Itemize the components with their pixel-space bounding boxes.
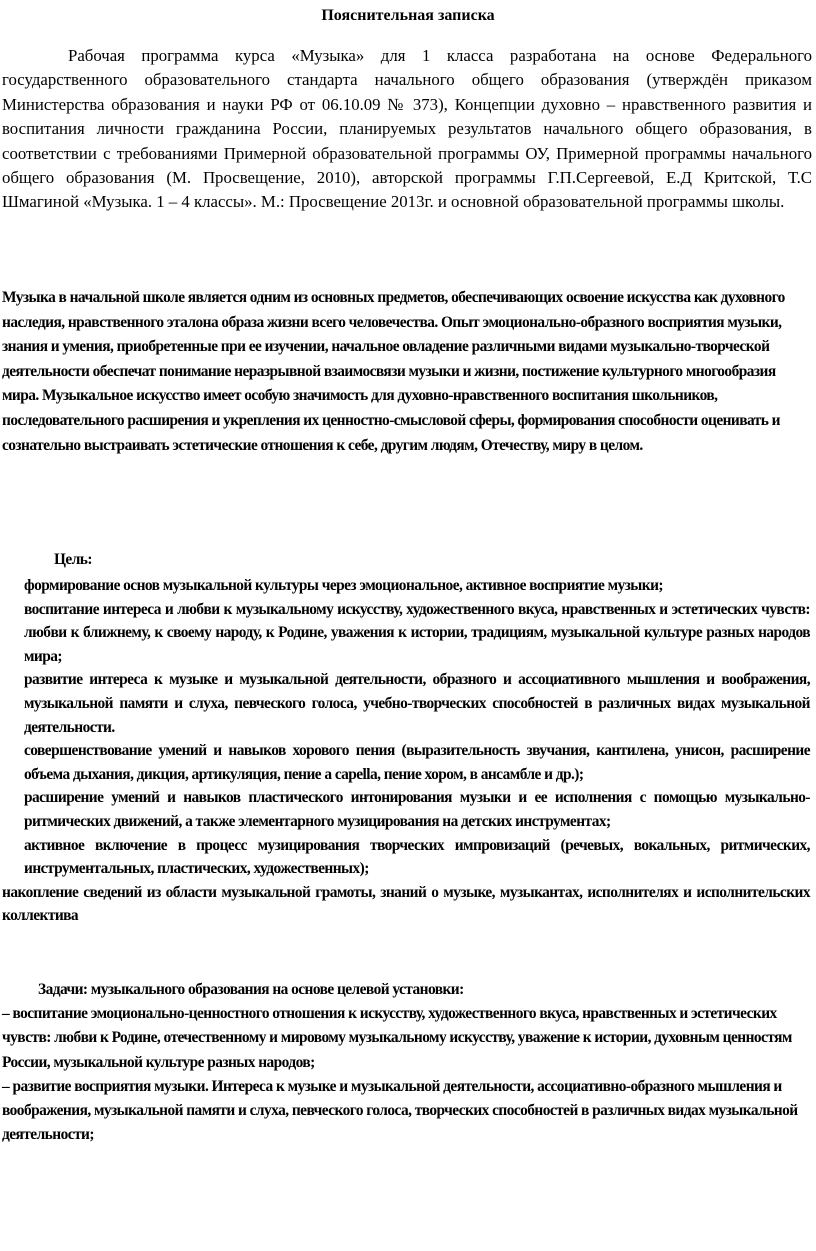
intro-paragraph: Рабочая программа курса «Музыка» для 1 класса разработана на основе Федерального государственного образовательного стандарта начального общего образования (утверждён приказом Министерства образования и науки РФ от 06.10.09 № 373), Концепции духовно – нравственного развития и воспитания личности гражданина России, планируемых результатов начального общего образования, в соответствии с требованиями Примерной образовательной программы ОУ, Примерной программы начального общего образования (М. Просвещение, 2010), авторской программы Г.П.Сергеевой, Е.Д Критской, Т.С Шмагиной «Музыка. 1 – 4 классы». М.: Просвещение 2013г. и основной образовательной программы школы.: [2, 46, 812, 212]
goal-item: воспитание интереса и любви к музыкальному искусству, художественного вкуса, нравственных и эстетических чувств: любви к ближнему, к своему народу, к Родине, уважения к истории, традициям, музыкальной культуре разных народов мира;: [24, 600, 810, 665]
goal-heading: Цель:: [54, 551, 92, 568]
goal-item: совершенствование умений и навыков хорового пения (выразительность звучания, кантилена, унисон, расширение объема дыхания, дикция, артикуляция, пение а capella, пение хором, в ансамбле и др.);: [24, 742, 810, 783]
goal-item: накопление сведений из области музыкальной грамоты, знаний о музыке, музыкантах, исполнителях и исполнительских коллектива: [2, 883, 810, 925]
goal-item: расширение умений и навыков пластического интонирования музыки и ее исполнения с помощью музыкально-ритмических движений, а также элементарного музицирования на детских инструментах;: [24, 789, 810, 830]
tasks-heading: Задачи: музыкального образования на основе целевой установки:: [38, 981, 464, 998]
music-description-paragraph: Музыка в начальной школе является одним из основных предметов, обеспечивающих освоение искусства как духовного наследия, нравственного эталона образа жизни всего человечества. Опыт эмоционально-образного восприятия музыки, знания и умения, приобретенные при ее изучении, начальное овладение различными видами музыкально-творческой деятельности обеспечат понимание неразрывной взаимосвязи музыки и жизни, постижение культурного многообразия мира. Музыкальное искусство имеет особую значимость для духовно-нравственного воспитания школьников, последовательного расширения и укрепления их ценностно-смысловой сферы, формирования способности оценивать и сознательно выстраивать эстетические отношения к себе, другим людям, Отечеству, миру в целом.: [2, 289, 785, 454]
document-title: Пояснительная записка: [321, 7, 495, 24]
goal-item: развитие интереса к музыке и музыкальной деятельности, образного и ассоциативного мышления и воображения, музыкальной памяти и слуха, певческого голоса, учебно-творческих способностей в различных видах музыкальной деятельности.: [24, 671, 810, 736]
goal-item: активное включение в процесс музицирования творческих импровизаций (речевых, вокальных, ритмических, инструментальных, пластических, художественных);: [24, 836, 810, 878]
task-item: – воспитание эмоционально-ценностного отношения к искусству, художественного вкуса, нравственных и эстетических чувств: любви к Родине, отечественному и мировому музыкальному искусству, уважение к истории, духовным ценностям России, музыкальной культуре разных народов;: [2, 1005, 792, 1071]
goals-list: [2, 574, 810, 928]
goal-item: формирование основ музыкальной культуры через эмоциональное, активное восприятие музыки;: [24, 577, 663, 594]
task-item: – развитие восприятия музыки. Интереса к музыке и музыкальной деятельности, ассоциативно-образного мышления и воображения, музыкальной памяти и слуха, певческого голоса, творческих способностей в различных видах музыкальной деятельности;: [2, 1077, 798, 1144]
tasks-section: [2, 978, 802, 1147]
